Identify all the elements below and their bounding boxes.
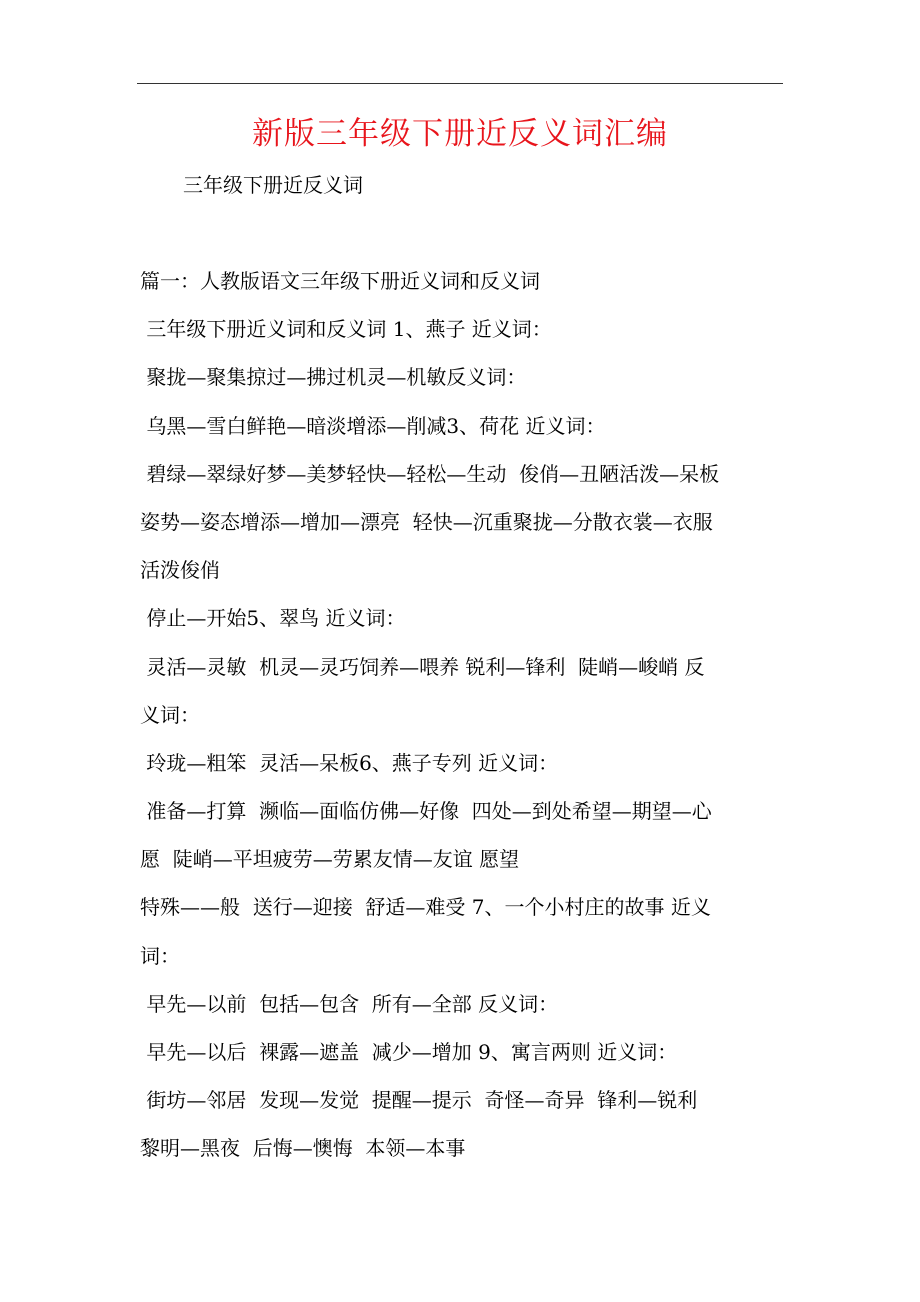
text-line: 活泼俊俏	[140, 558, 220, 583]
text-line: 早先—以后 裸露—遮盖 减少—增加 9、寓言两则 近义词：	[140, 1040, 678, 1064]
text-line: 黎明—黑夜 后悔—懊悔 本领—本事	[140, 1136, 466, 1161]
text-line: 特殊——般 送行—迎接 舒适—难受 7、一个小村庄的故事 近义	[140, 895, 711, 920]
text-line: 准备—打算 濒临—面临仿佛—好像 四处—到处希望—期望—心	[140, 799, 712, 824]
document-subtitle: 三年级下册近反义词	[183, 173, 363, 197]
text-line: 乌黑—雪白鲜艳—暗淡增添—削减3、荷花 近义词：	[140, 413, 606, 438]
text-line: 三年级下册近义词和反义词 1、燕子 近义词：	[140, 317, 552, 342]
document-body	[140, 266, 800, 1182]
text-line: 篇一：人教版语文三年级下册近义词和反义词	[140, 269, 540, 293]
text-line: 早先—以前 包括—包含 所有—全部 反义词：	[140, 991, 559, 1016]
header-rule	[137, 83, 783, 84]
text-line: 聚拢—聚集掠过—拂过机灵—机敏反义词：	[140, 365, 527, 390]
document-title: 新版三年级下册近反义词汇编	[252, 116, 668, 152]
text-line: 灵活—灵敏 机灵—灵巧饲养—喂养 锐利—锋利 陡峭—峻峭 反	[140, 654, 705, 679]
text-line: 玲珑—粗笨 灵活—呆板6、燕子专列 近义词：	[140, 750, 559, 775]
text-line: 词：	[140, 943, 180, 968]
text-line: 停止—开始5、翠鸟 近义词：	[140, 606, 406, 631]
text-line: 碧绿—翠绿好梦—美梦轻快—轻松—生动 俊俏—丑陋活泼—呆板	[140, 461, 720, 486]
text-line: 愿 陡峭—平坦疲劳—劳累友情—友谊 愿望	[140, 847, 520, 872]
text-line: 姿势—姿态增添—增加—漂亮 轻快—沉重聚拢—分散衣裳—衣服	[140, 509, 713, 534]
text-line: 街坊—邻居 发现—发觉 提醒—提示 奇怪—奇异 锋利—锐利	[140, 1088, 698, 1113]
text-line: 义词：	[140, 702, 200, 727]
